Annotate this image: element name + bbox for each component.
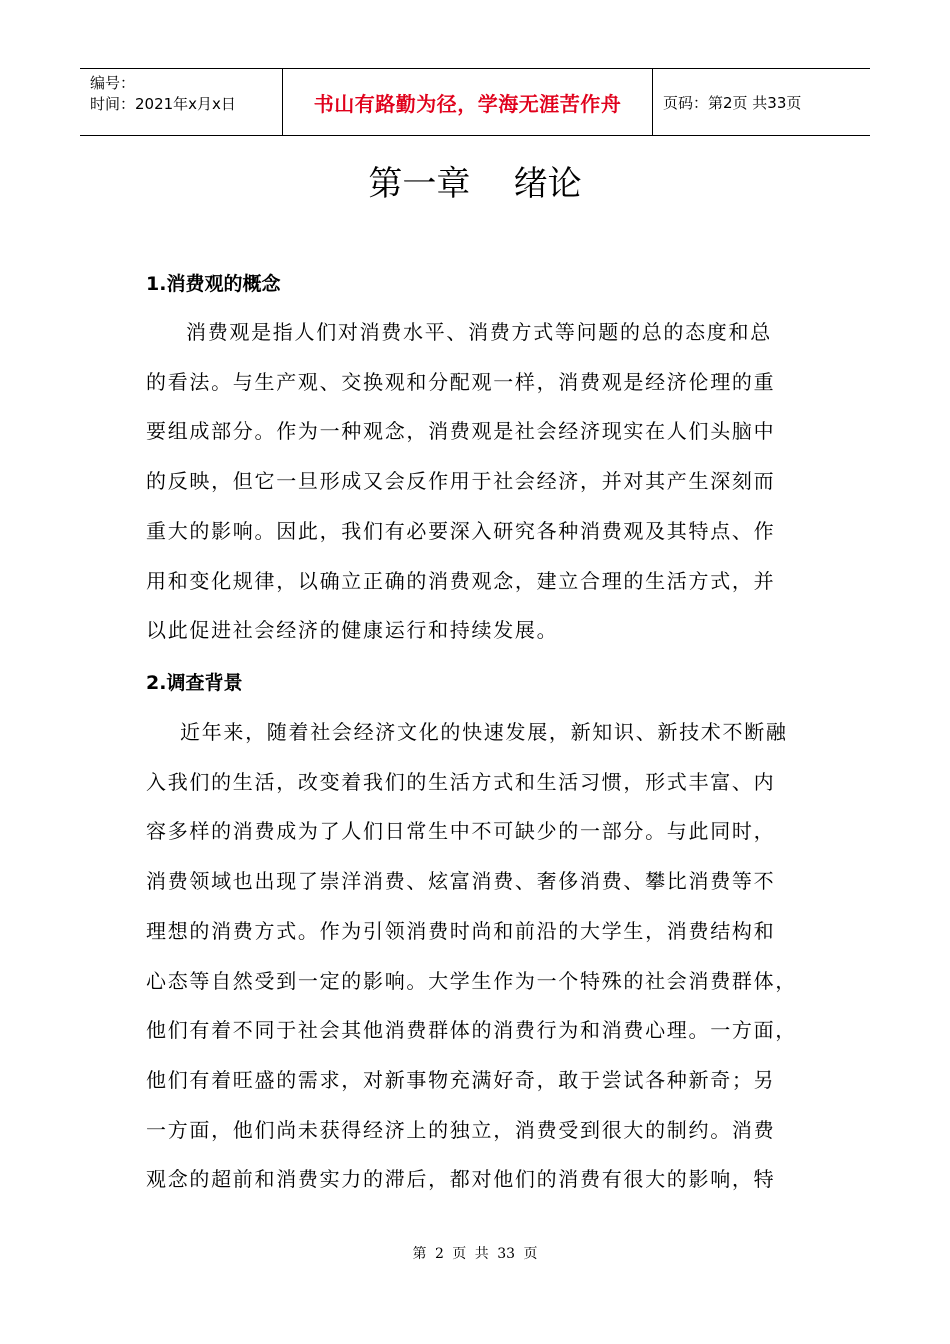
motto-text: 书山有路勤为径，学海无涯苦作舟 (313, 91, 622, 116)
header-right-cell (653, 69, 870, 135)
paragraph-line: 用和变化规律，以确立正确的消费观念，建立合理的生活方式，并 (146, 569, 776, 593)
paragraph-line: 理想的消费方式。作为引领消费时尚和前沿的大学生，消费结构和 (146, 919, 776, 943)
section-heading: 1.消费观的概念 (146, 273, 281, 295)
paragraph-line: 消费观是指人们对消费水平、消费方式等问题的总的态度和总 (186, 320, 772, 344)
header-left-cell (80, 69, 282, 135)
paragraph-line: 心态等自然受到一定的影响。大学生作为一个特殊的社会消费群体， (146, 969, 797, 993)
time-label: 时间：2021年x月x日 (90, 95, 236, 113)
section-heading: 2.调查背景 (146, 672, 243, 694)
paragraph-line: 观念的超前和消费实力的滞后，都对他们的消费有很大的影响，特 (146, 1167, 776, 1191)
chapter-title: 第一章 绪论 (368, 164, 582, 204)
paragraph-line: 消费领域也出现了崇洋消费、炫富消费、奢侈消费、攀比消费等不 (146, 869, 776, 893)
header-middle-cell (282, 69, 653, 135)
page-info: 页码：第2页 共33页 (663, 93, 802, 112)
paragraph-line: 一方面，他们尚未获得经济上的独立，消费受到很大的制约。消费 (146, 1118, 776, 1142)
page-header (80, 68, 870, 136)
paragraph-line: 容多样的消费成为了人们日常生中不可缺少的一部分。与此同时， (146, 819, 776, 843)
paragraph-line: 入我们的生活，改变着我们的生活方式和生活习惯，形式丰富、内 (146, 770, 776, 794)
paragraph-line: 要组成部分。作为一种观念，消费观是社会经济现实在人们头脑中 (146, 419, 776, 443)
paragraph-line: 以此促进社会经济的健康运行和持续发展。 (146, 618, 559, 642)
number-label: 编号： (90, 74, 136, 92)
paragraph-line: 重大的影响。因此，我们有必要深入研究各种消费观及其特点、作 (146, 519, 776, 543)
paragraph-line: 的反映，但它一旦形成又会反作用于社会经济，并对其产生深刻而 (146, 469, 776, 493)
paragraph-line: 的看法。与生产观、交换观和分配观一样，消费观是经济伦理的重 (146, 370, 776, 394)
page-footer: 第 2 页 共 33 页 (412, 1246, 538, 1262)
paragraph-line: 他们有着不同于社会其他消费群体的消费行为和消费心理。一方面， (146, 1018, 797, 1042)
paragraph-line: 他们有着旺盛的需求，对新事物充满好奇，敢于尝试各种新奇；另 (146, 1068, 776, 1092)
paragraph-line: 近年来，随着社会经济文化的快速发展，新知识、新技术不断融 (180, 720, 788, 744)
